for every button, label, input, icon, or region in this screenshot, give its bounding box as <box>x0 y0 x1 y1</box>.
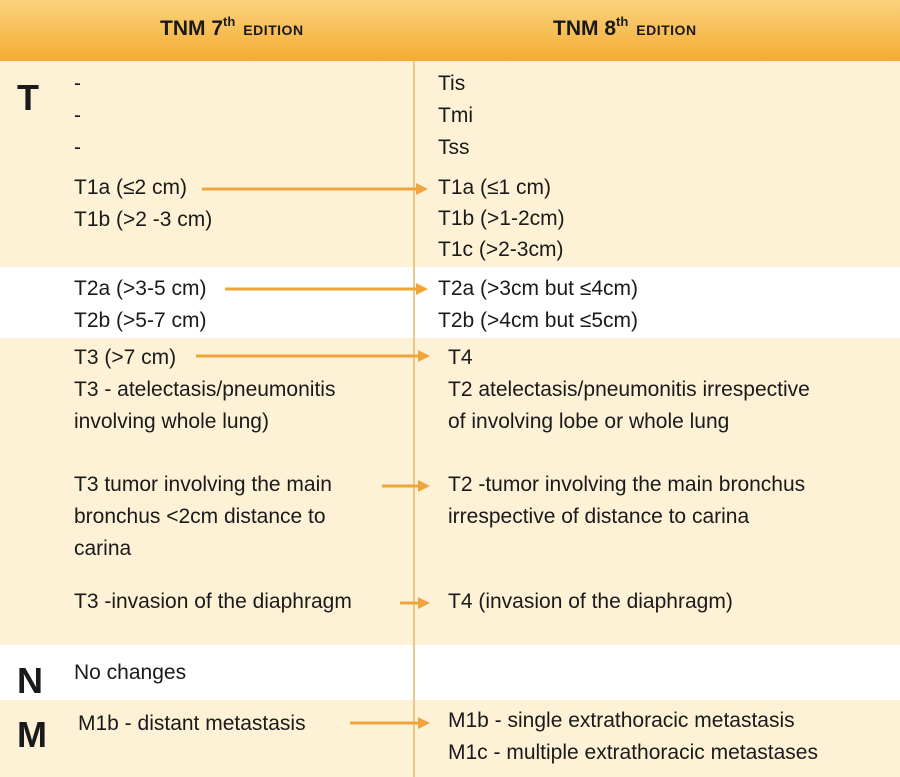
new-t2a: T2a (>3cm but ≤4cm) <box>438 277 639 300</box>
new-t4-diaphragm: T4 (invasion of the diaphragm) <box>448 590 733 613</box>
new-t1b: T1b (>1-2cm) <box>438 207 565 230</box>
section-n-label: N <box>17 660 43 701</box>
old-tis-placeholder: - <box>74 72 81 95</box>
header-tnm8 <box>553 14 697 41</box>
header-tnm8-edition: EDITION <box>636 22 697 38</box>
new-t2b: T2b (>4cm but ≤5cm) <box>438 309 639 332</box>
old-t2a: T2a (>3-5 cm) <box>74 277 207 300</box>
new-t2-atelectasis-line1: T2 atelectasis/pneumonitis irrespective <box>448 378 810 401</box>
header-tnm7-label: TNM 7 <box>160 17 223 40</box>
new-m1b: M1b - single extrathoracic metastasis <box>448 709 795 732</box>
old-t1b: T1b (>2 -3 cm) <box>74 208 213 231</box>
new-t1a: T1a (≤1 cm) <box>438 176 552 199</box>
new-tss: Tss <box>438 136 470 159</box>
column-divider <box>413 61 415 777</box>
old-t3-atelectasis-line1: T3 - atelectasis/pneumonitis <box>74 378 336 401</box>
new-t2-atelectasis-line2: of involving lobe or whole lung <box>448 410 730 433</box>
header-tnm8-sup: th <box>616 14 629 29</box>
new-m1c: M1c - multiple extrathoracic metastases <box>448 741 818 764</box>
old-t3-atelectasis-line2: involving whole lung) <box>74 410 269 433</box>
old-t2b: T2b (>5-7 cm) <box>74 309 207 332</box>
header-tnm7 <box>160 14 304 41</box>
old-tmi-placeholder: - <box>74 104 81 127</box>
new-t4: T4 <box>448 346 473 369</box>
header-tnm8-label: TNM 8 <box>553 17 616 40</box>
new-tis: Tis <box>438 72 466 95</box>
n-no-changes: No changes <box>74 661 187 684</box>
old-t1a: T1a (≤2 cm) <box>74 176 188 199</box>
table-header <box>0 0 900 61</box>
old-tss-placeholder: - <box>74 136 81 159</box>
section-m-label: M <box>17 714 47 755</box>
old-t3-bronchus-line2: bronchus <2cm distance to <box>74 505 326 528</box>
old-t3-bronchus-line3: carina <box>74 537 132 560</box>
old-m1b: M1b - distant metastasis <box>78 712 306 735</box>
new-t2-bronchus-line2: irrespective of distance to carina <box>448 505 750 528</box>
new-t2-bronchus-line1: T2 -tumor involving the main bronchus <box>448 473 806 496</box>
header-tnm7-edition: EDITION <box>243 22 304 38</box>
old-t3-diaphragm: T3 -invasion of the diaphragm <box>74 590 352 613</box>
old-t3-bronchus-line1: T3 tumor involving the main <box>74 473 332 496</box>
header-tnm7-sup: th <box>223 14 236 29</box>
new-t1c: T1c (>2-3cm) <box>438 238 564 261</box>
new-tmi: Tmi <box>438 104 473 127</box>
old-t3: T3 (>7 cm) <box>74 346 177 369</box>
section-t-label: T <box>17 77 39 118</box>
